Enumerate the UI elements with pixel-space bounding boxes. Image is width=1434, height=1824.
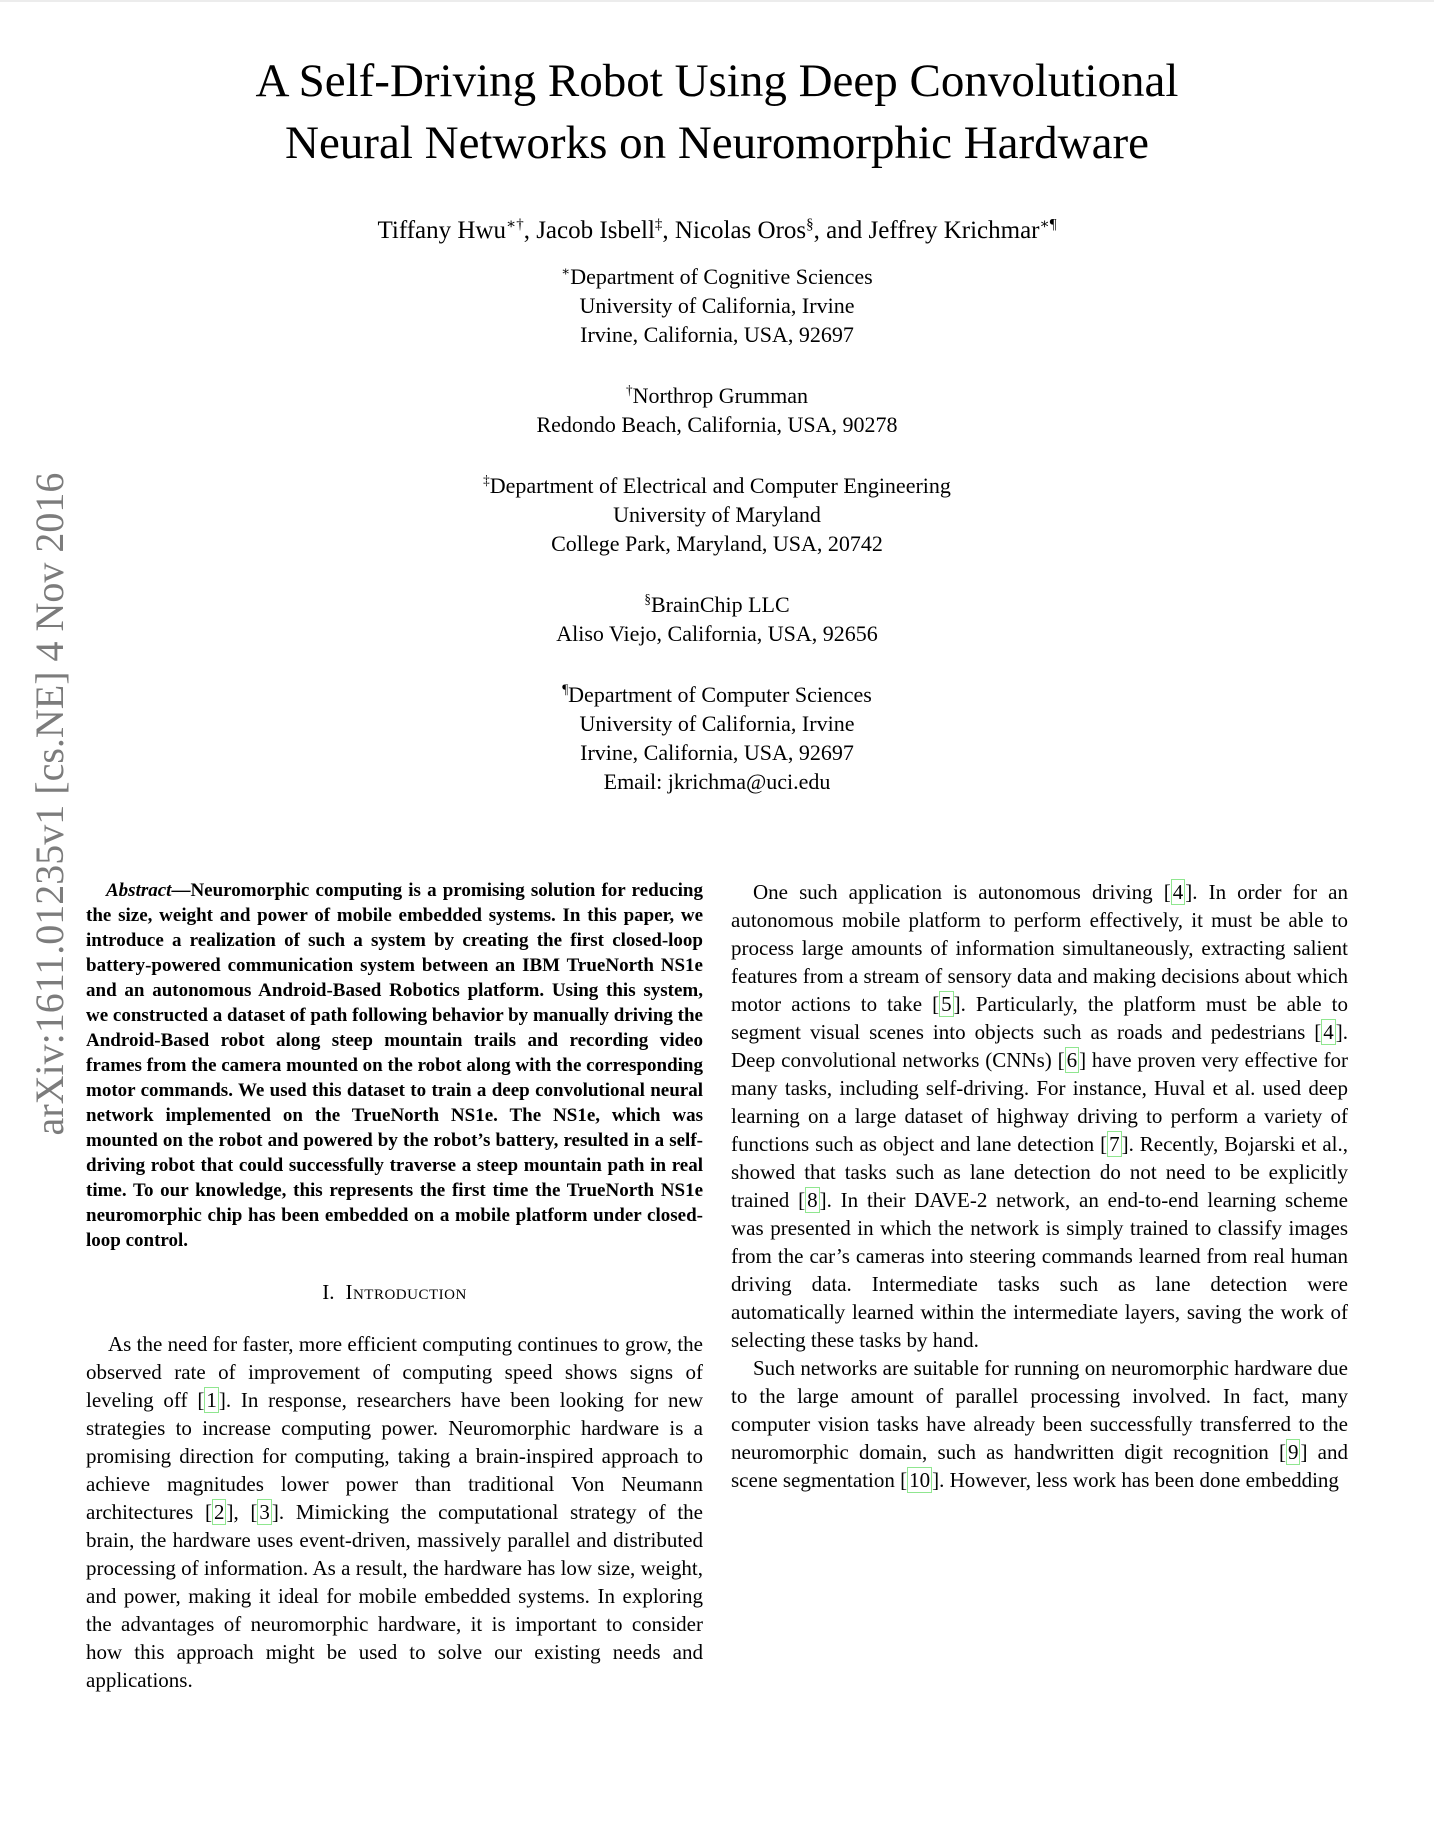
paper-content	[86, 0, 1348, 1824]
affiliation-line: College Park, Maryland, USA, 20742	[551, 531, 883, 556]
paper-title-line: A Self-Driving Robot Using Deep Convolutional	[255, 55, 1179, 107]
affiliation-mark: ‡	[483, 472, 490, 488]
author-affiliation-mark: ‡	[654, 216, 663, 233]
paper-title	[86, 0, 1348, 174]
citation-link[interactable]: 3	[259, 1500, 270, 1524]
citation-link[interactable]: 6	[1066, 1048, 1078, 1072]
affiliation-line: University of California, Irvine	[579, 711, 855, 736]
affiliation-line: §BrainChip LLC	[644, 591, 790, 617]
body-paragraph: As the need for faster, more efficient computing continues to grow, the observed rate of improvement of computing speed shows signs of leveling off [1]. In response, researchers have been looking for new strategies to increase computing power. Neuromorphic hardware is a promising direction for computing, taking a brain-inspired approach to achieve magnitudes lower power than traditional Von Neumann architectures [2], [3]. Mimicking the computational strategy of the brain, the hardware uses event-driven, massively parallel and distributed processing of information. As a result, the hardware has low size, weight, and power, making it ideal for mobile embedded systems. In exploring the advantages of neuromorphic hardware, it is important to consider how this approach might be used to solve our existing needs and applications.	[86, 1332, 703, 1692]
affiliation-mark: ¶	[562, 681, 569, 697]
paper-title-line: Neural Networks on Neuromorphic Hardware	[285, 117, 1149, 169]
author-affiliation-mark: ∗†	[506, 216, 524, 233]
citation-link[interactable]: 7	[1109, 1132, 1120, 1156]
affiliation-line: Irvine, California, USA, 92697	[580, 322, 854, 347]
citation-link[interactable]: 10	[909, 1468, 931, 1492]
affiliation-block	[86, 262, 1348, 349]
citation-link[interactable]: 4	[1323, 1020, 1334, 1044]
citation-link[interactable]: 9	[1287, 1440, 1299, 1464]
affiliation-block	[86, 381, 1348, 439]
affiliation-line: Aliso Viejo, California, USA, 92656	[556, 621, 878, 646]
citation-link[interactable]: 5	[941, 992, 952, 1016]
section-title: Introduction	[345, 1280, 467, 1304]
section-number: I.	[322, 1280, 335, 1304]
citation-link[interactable]: 2	[213, 1500, 225, 1524]
affiliation-line: Email: jkrichma@uci.edu	[603, 769, 831, 794]
author-affiliation-mark: ∗¶	[1039, 216, 1057, 233]
abstract-paragraph	[86, 878, 703, 1253]
affiliation-line: ¶Department of Computer Sciences	[562, 681, 872, 707]
citation-link[interactable]: 1	[206, 1388, 217, 1412]
citation-link[interactable]: 8	[807, 1188, 818, 1212]
affiliations	[86, 262, 1348, 796]
affiliation-line: ‡Department of Electrical and Computer Engineering	[483, 472, 951, 498]
affiliation-mark: †	[626, 382, 633, 398]
affiliation-line: ∗Department of Cognitive Sciences	[561, 263, 873, 289]
author-affiliation-mark: §	[806, 216, 814, 233]
affiliation-block	[86, 590, 1348, 648]
two-column-body	[86, 878, 1348, 1724]
affiliation-line: Redondo Beach, California, USA, 90278	[536, 412, 898, 437]
abstract-text: —Neuromorphic computing is a promising solution for reducing the size, weight and power of mobile embedded systems. In this paper, we introduce a realization of such a system by creating the first closed-loop battery-powered communication system between an IBM TrueNorth NS1e and an autonomous Android-Based Robotics platform. Using this system, we constructed a dataset of path following behavior by manually driving the Android-Based robot along steep mountain trails and recording video frames from the camera mounted on the robot along with the corresponding motor commands. We used this dataset to train a deep convolutional neural network implemented on the TrueNorth NS1e. The NS1e, which was mounted on the robot and powered by the robot’s battery, resulted in a self-driving robot that could successfully traverse a steep mountain path in real time. To our knowledge, this represents the first time the TrueNorth NS1e neuromorphic chip has been embedded on a mobile platform under closed-loop control.	[86, 880, 703, 1251]
affiliation-block	[86, 471, 1348, 558]
affiliation-mark: §	[644, 591, 651, 607]
affiliation-mark: ∗	[561, 263, 571, 279]
body-paragraph: Such networks are suitable for running on neuromorphic hardware due to the large amount of parallel processing involved. In fact, many computer vision tasks have already been successfully transferred to the neuromorphic domain, such as handwritten digit recognition [9] and scene segmentation [10]. However, less work has been done embedding	[731, 1356, 1349, 1492]
affiliation-line: University of Maryland	[613, 502, 821, 527]
citation-link[interactable]: 4	[1172, 880, 1184, 904]
affiliation-block	[86, 680, 1348, 796]
body-paragraph: One such application is autonomous driving [4]. In order for an autonomous mobile platform to perform effectively, it must be able to process large amounts of information simultaneously, extracting salient features from a stream of sensory data and making decisions about which motor actions to take [5]. Particularly, the platform must be able to segment visual scenes into objects such as roads and pedestrians [4]. Deep convolutional networks (CNNs) [6] have proven very effective for many tasks, including self-driving. For instance, Huval et al. used deep learning on a large dataset of highway driving to perform a variety of functions such as object and lane detection [7]. Recently, Bojarski et al., showed that tasks such as lane detection do not need to be explicitly trained [8]. In their DAVE-2 network, an end-to-end learning scheme was presented in which the network is simply trained to classify images from the car’s cameras into steering commands learned from real human driving data. Intermediate tasks such as lane detection were automatically learned within the intermediate layers, saving the work of selecting these tasks by hand.	[731, 880, 1349, 1352]
affiliation-line: †Northrop Grumman	[626, 382, 808, 408]
affiliation-line: Irvine, California, USA, 92697	[580, 740, 854, 765]
section-heading	[86, 1280, 703, 1305]
abstract-label: Abstract	[106, 880, 172, 901]
affiliation-line: University of California, Irvine	[579, 293, 855, 318]
author-line: Tiffany Hwu∗†, Jacob Isbell‡, Nicolas Oros§, and Jeffrey Krichmar∗¶	[377, 216, 1057, 244]
arxiv-watermark: arXiv:1611.01235v1 [cs.NE] 4 Nov 2016	[27, 472, 72, 1136]
